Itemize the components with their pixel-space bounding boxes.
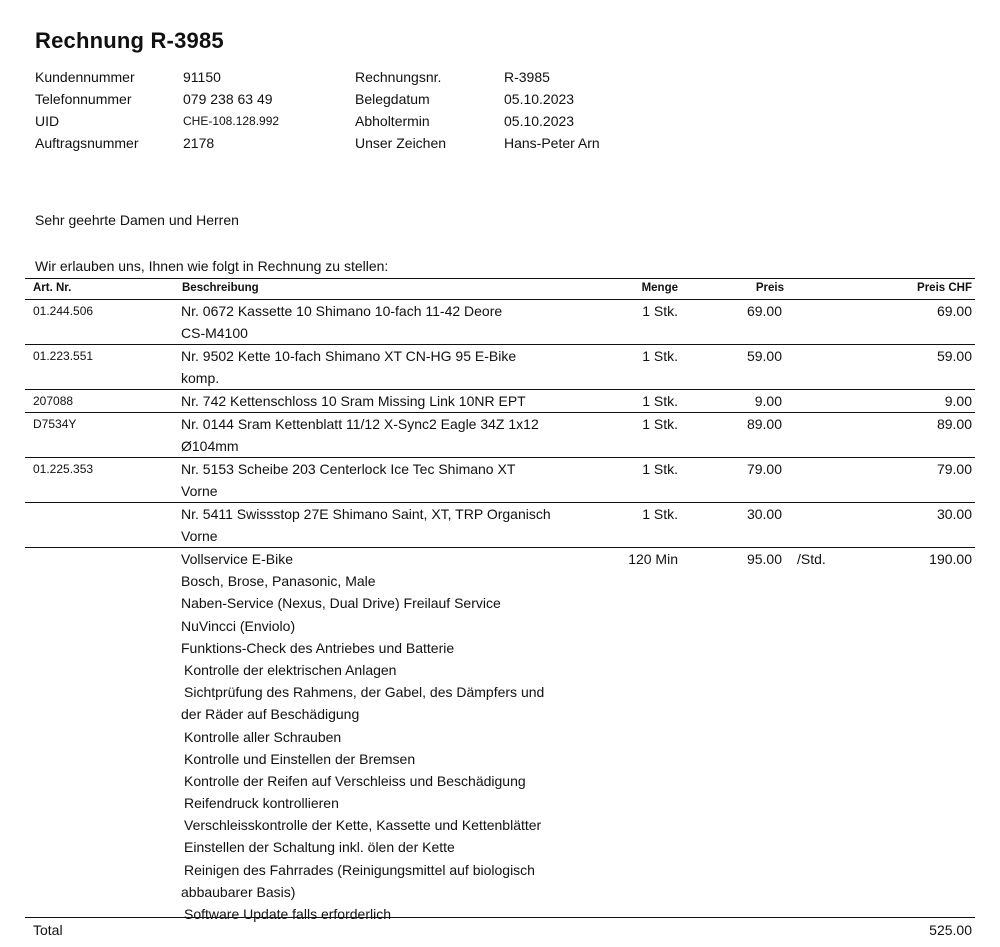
meta-label: Auftragsnummer [35, 135, 139, 151]
service-line: abbaubarer Basis) [181, 883, 296, 900]
item-total: 89.00 [936, 416, 972, 432]
service-description [181, 548, 621, 925]
description-line: CS-M4100 [181, 325, 248, 341]
service-line: Kontrolle und Einstellen der Bremsen [184, 750, 416, 767]
article-number: D7534Y [33, 417, 77, 431]
header-description: Beschreibung [182, 282, 259, 294]
service-line: Einstellen der Schaltung inkl. ölen der Kette [184, 839, 455, 856]
item-price: 59.00 [746, 348, 782, 364]
service-line: Naben-Service (Nexus, Dual Drive) Freilauf Service [181, 595, 501, 612]
service-line: NuVincci (Enviolo) [181, 617, 296, 634]
meta-label: Kundennummer [35, 69, 135, 85]
meta-label: Abholtermin [355, 113, 430, 129]
item-price: 89.00 [746, 416, 782, 432]
service-line: Funktions-Check des Antriebes und Batterie [181, 639, 455, 656]
header-quantity: Menge [641, 282, 678, 294]
meta-label: Belegdatum [355, 91, 430, 107]
description-line: Ø104mm [181, 438, 239, 454]
service-line: Kontrolle der elektrischen Anlagen [184, 661, 397, 678]
service-row [25, 548, 975, 925]
item-description [181, 300, 621, 344]
salutation: Sehr geehrte Damen und Herren [35, 212, 239, 228]
service-total: 190.00 [929, 551, 972, 567]
meta-value: Hans-Peter Arn [504, 135, 600, 151]
header-price: Preis [755, 282, 784, 294]
description-line: Nr. 5411 Swissstop 27E Shimano Saint, XT, TRP Organisch [181, 506, 551, 522]
table-row [25, 300, 975, 345]
article-number: 01.225.353 [33, 462, 94, 476]
meta-label: Telefonnummer [35, 91, 132, 107]
service-unit: /Std. [797, 551, 826, 567]
item-total: 9.00 [944, 393, 972, 409]
service-line: Kontrolle der Reifen auf Verschleiss und Beschädigung [184, 772, 526, 789]
item-description [181, 458, 621, 502]
service-quantity: 120 Min [628, 551, 678, 567]
description-line: Vorne [181, 528, 218, 544]
article-number: 01.244.506 [33, 304, 94, 318]
item-total: 79.00 [936, 461, 972, 477]
item-price: 9.00 [754, 393, 782, 409]
meta-value: 91150 [183, 69, 221, 85]
meta-value: 05.10.2023 [504, 113, 575, 129]
item-total: 30.00 [936, 506, 972, 522]
meta-label: Unser Zeichen [355, 135, 447, 151]
service-line: Sichtprüfung des Rahmens, der Gabel, des Dämpfers und [184, 684, 545, 701]
item-price: 69.00 [746, 303, 782, 319]
description-line: Nr. 5153 Scheibe 203 Centerlock Ice Tec Shimano XT [181, 461, 516, 477]
item-description [181, 503, 621, 547]
table-row [25, 458, 975, 503]
table-row [25, 413, 975, 458]
description-line: Nr. 0672 Kassette 10 Shimano 10-fach 11-42 Deore [181, 303, 503, 319]
total-value: 525.00 [929, 922, 972, 938]
item-quantity: 1 Stk. [642, 506, 678, 522]
item-price: 79.00 [746, 461, 782, 477]
description-line: Nr. 9502 Kette 10-fach Shimano XT CN-HG 95 E-Bike [181, 348, 517, 364]
meta-label: UID [35, 113, 60, 129]
meta-value: R-3985 [504, 69, 550, 85]
item-quantity: 1 Stk. [642, 303, 678, 319]
article-number: 01.223.551 [33, 349, 94, 363]
header-price-chf: Preis CHF [917, 282, 972, 294]
item-price: 30.00 [746, 506, 782, 522]
meta-value: 2178 [183, 135, 215, 151]
invoice-table [25, 278, 975, 925]
description-line: Nr. 0144 Sram Kettenblatt 11/12 X-Sync2 Eagle 34Z 1x12 [181, 416, 539, 432]
service-line: der Räder auf Beschädigung [181, 706, 360, 723]
service-line: Reifendruck kontrollieren [184, 795, 339, 812]
total-label: Total [33, 922, 63, 938]
item-description [181, 345, 621, 389]
item-total: 59.00 [936, 348, 972, 364]
service-line: Kontrolle aller Schrauben [184, 728, 342, 745]
meta-label: Rechnungsnr. [355, 69, 442, 85]
meta-value: 079 238 63 49 [183, 91, 273, 107]
meta-value: 05.10.2023 [504, 91, 575, 107]
table-header [25, 278, 975, 300]
service-line: Vollservice E-Bike [181, 551, 294, 567]
item-quantity: 1 Stk. [642, 348, 678, 364]
service-line: Reinigen des Fahrrades (Reinigungsmittel auf biologisch [184, 861, 535, 878]
description-line: komp. [181, 370, 220, 386]
service-price: 95.00 [746, 551, 782, 567]
description-line: Nr. 742 Kettenschloss 10 Sram Missing Link 10NR EPT [181, 393, 526, 409]
service-line: Verschleisskontrolle der Kette, Kassette und Kettenblätter [184, 817, 542, 834]
description-line: Vorne [181, 483, 218, 499]
item-description [181, 413, 621, 457]
invoice-title: Rechnung R-3985 [35, 28, 224, 53]
header-art-nr: Art. Nr. [33, 282, 72, 294]
article-number: 207088 [33, 394, 74, 408]
item-total: 69.00 [936, 303, 972, 319]
table-row [25, 503, 975, 548]
service-line: Bosch, Brose, Panasonic, Male [181, 573, 376, 590]
table-row [25, 390, 975, 413]
item-quantity: 1 Stk. [642, 416, 678, 432]
item-quantity: 1 Stk. [642, 393, 678, 409]
intro-text: Wir erlauben uns, Ihnen wie folgt in Rechnung zu stellen: [35, 258, 389, 274]
total-row [25, 917, 975, 944]
item-description [181, 390, 621, 412]
table-row [25, 345, 975, 390]
item-quantity: 1 Stk. [642, 461, 678, 477]
service-line: Software Update falls erforderlich [184, 906, 391, 922]
meta-value: CHE-108.128.992 [183, 114, 280, 128]
